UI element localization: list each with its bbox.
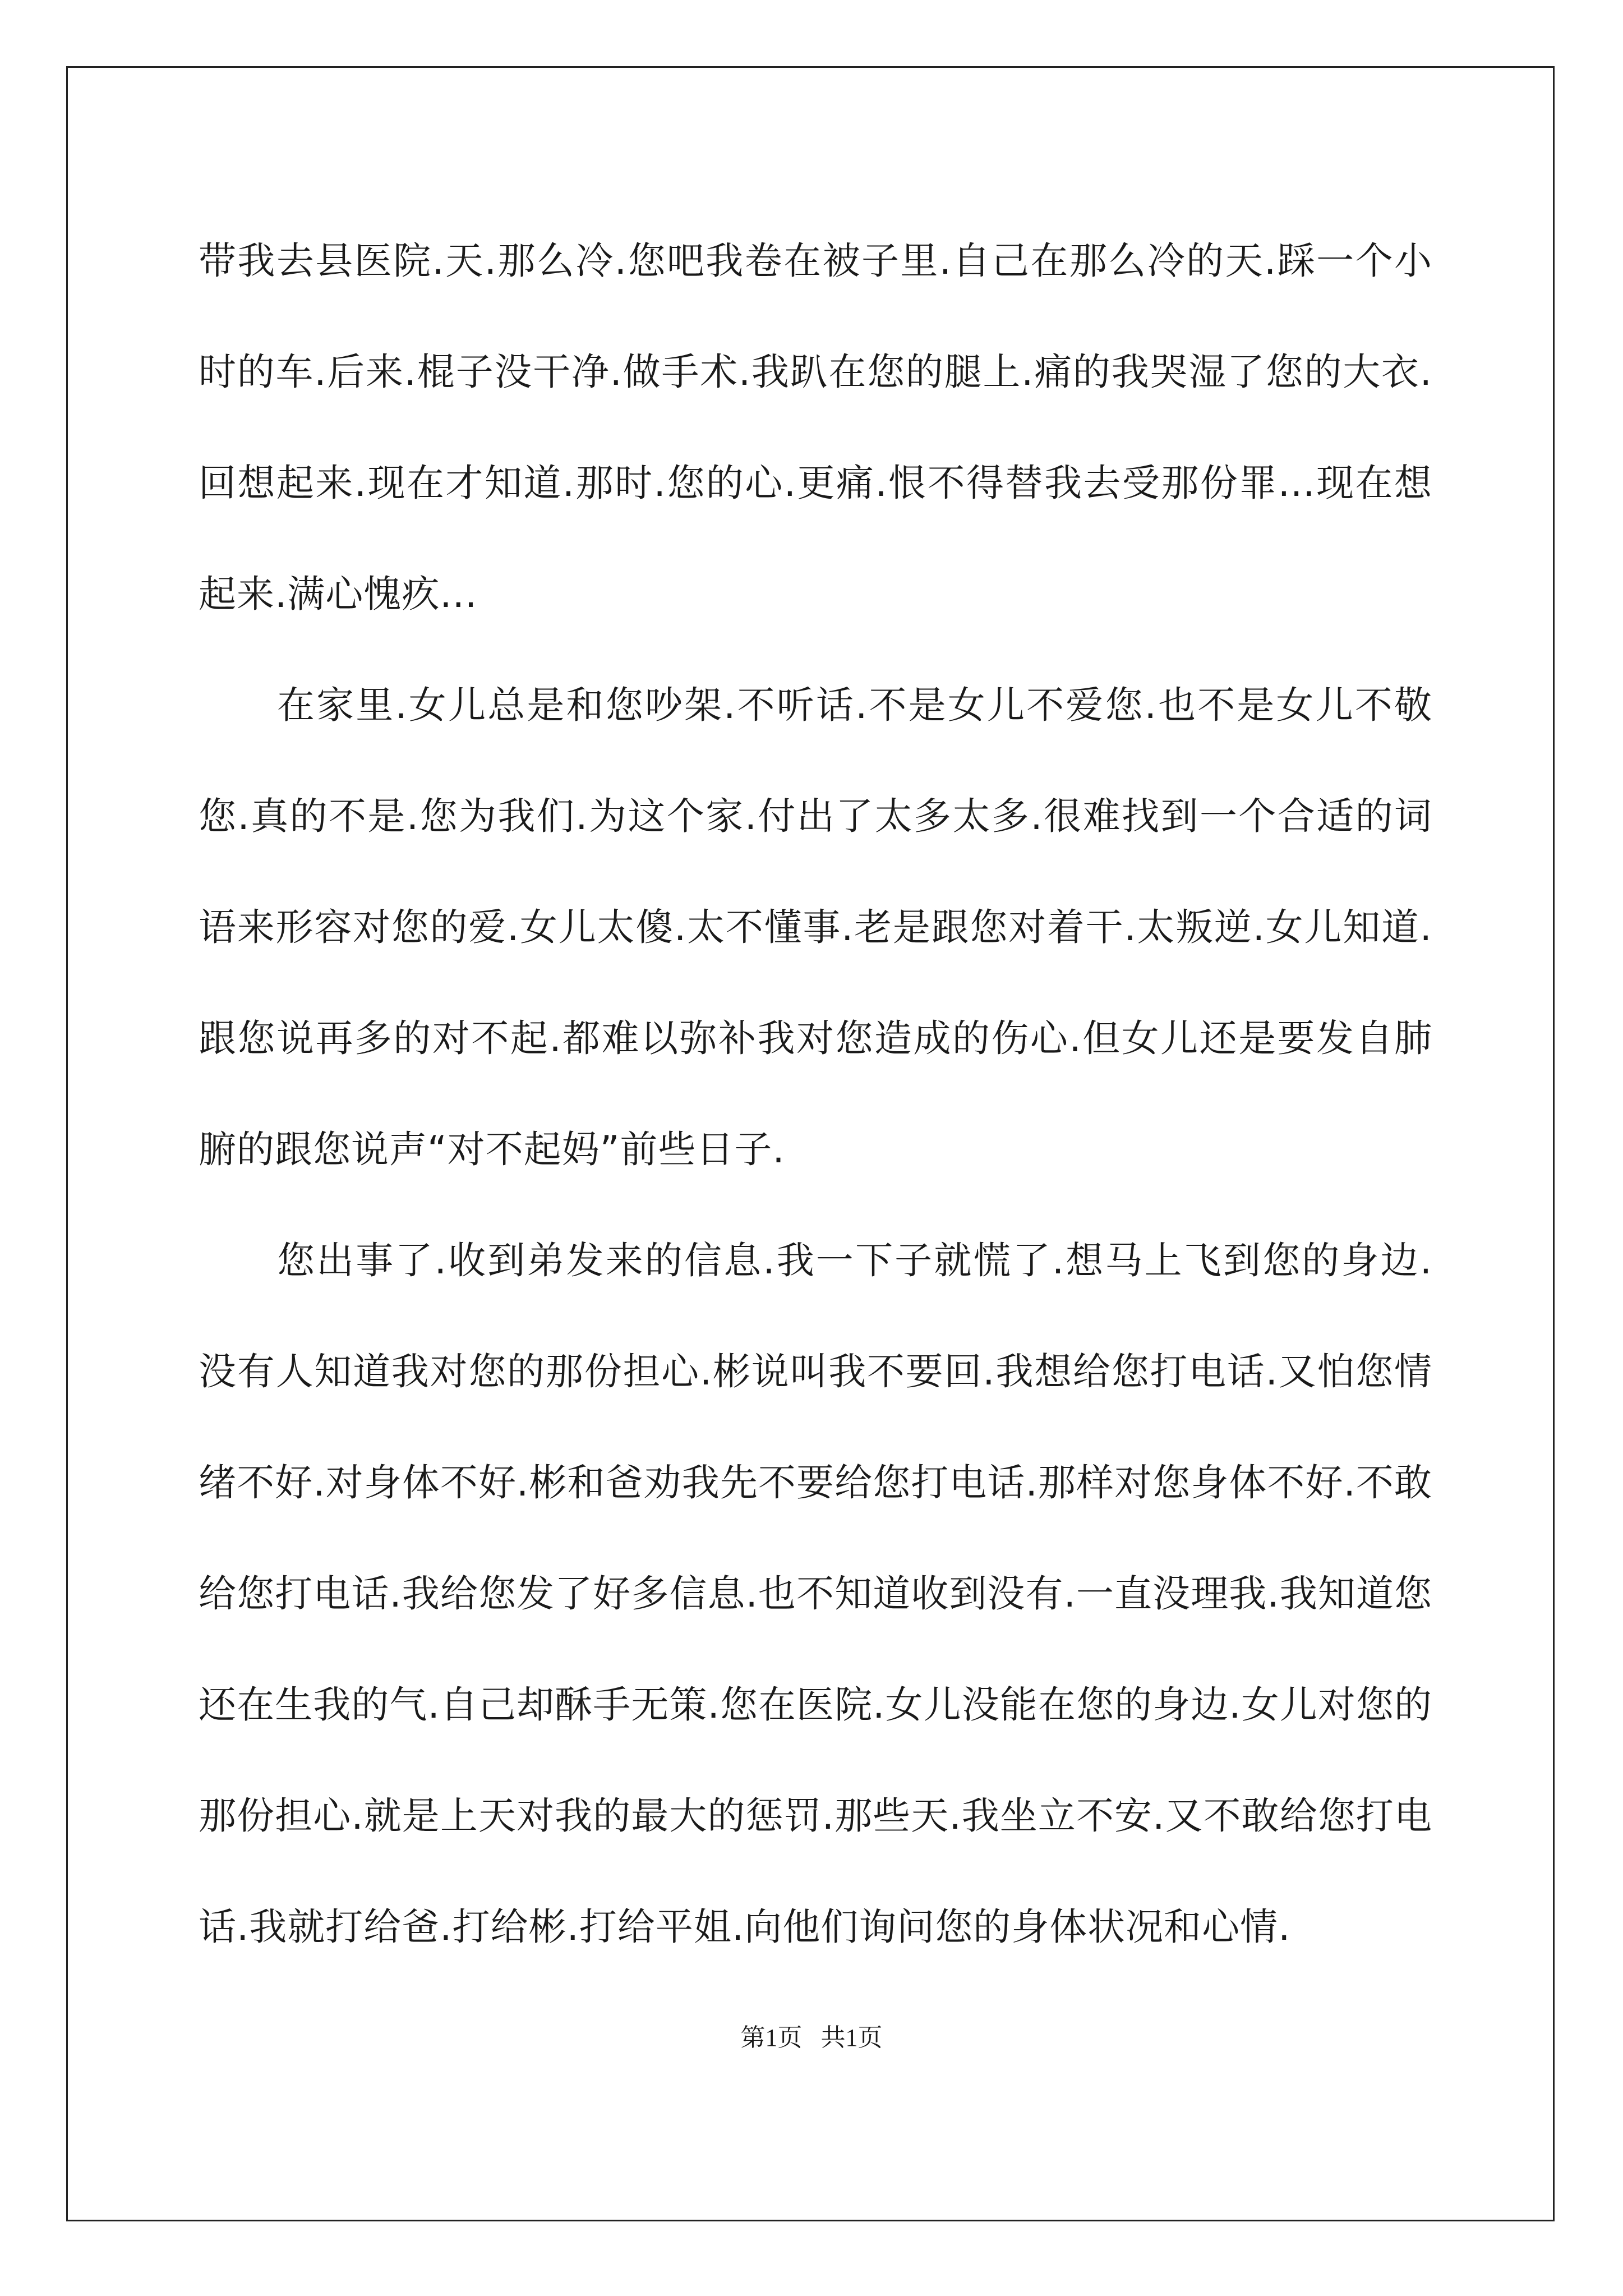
paragraph-1: 带我去县医院.天.那么冷.您吧我卷在被子里.自己在那么冷的天.踩一个小时的车.后来.棍子没干净.做手术.我趴在您的腿上.痛的我哭湿了您的大衣.回想起来.现在才知道.那时.您的心.更痛.恨不得替我去受那份罪...现在想起来.满心愧疚... xyxy=(199,239,1432,616)
page-footer xyxy=(0,2017,1623,2053)
paragraph-3: 您出事了.收到弟发来的信息.我一下子就慌了.想马上飞到您的身边.没有人知道我对您的那份担心.彬说叫我不要回.我想给您打电话.又怕您情绪不好.对身体不好.彬和爸劝我先不要给您打电话.那样对您身体不好.不敢给您打电话.我给您发了好多信息.也不知道收到没有.一直没理我.我知道您还在生我的气.自己却酥手无策.您在医院.女儿没能在您的身边.女儿对您的那份担心.就是上天对我的最大的惩罚.那些天.我坐立不安.又不敢给您打电话.我就打给爸.打给彬.打给平姐.向他们询问您的身体状况和心情. xyxy=(199,1239,1432,1949)
paragraph-2: 在家里.女儿总是和您吵架.不听话.不是女儿不爱您.也不是女儿不敬您.真的不是.您为我们.为这个家.付出了太多太多.很难找到一个合适的词语来形容对您的爱.女儿太傻.太不懂事.老是跟您对着干.太叛逆.女儿知道.跟您说再多的对不起.都难以弥补我对您造成的伤心.但女儿还是要发自肺腑的跟您说声“对不起妈”前些日子. xyxy=(199,683,1432,1171)
page-number-total: 共1页 xyxy=(820,2024,883,2051)
page-number-current: 第1页 xyxy=(740,2024,803,2051)
document-body xyxy=(199,205,1432,1982)
